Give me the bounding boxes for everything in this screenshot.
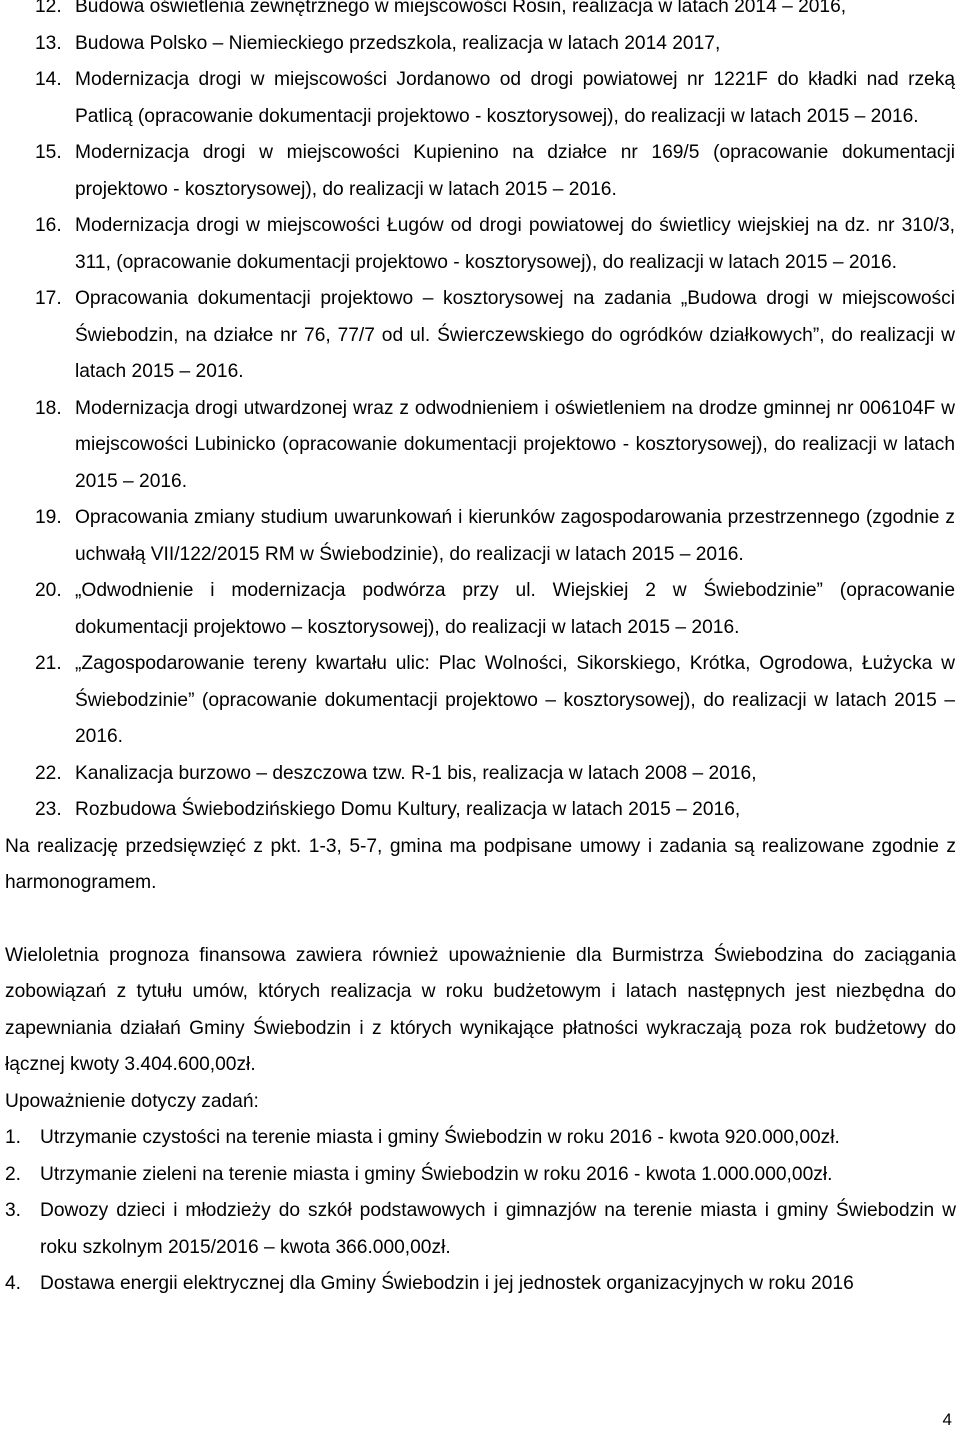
authorization-item-number: 4. xyxy=(5,1273,22,1294)
summary-paragraph: Na realizację przedsięwzięć z pkt. 1-3, 5-7, gmina ma podpisane umowy i zadania są realizowane zgodnie z harmonogramem. xyxy=(5,835,956,893)
authorization-item-text: Dostawa energii elektrycznej dla Gminy Świebodzin i jej jednostek organizacyjnych w roku 2016 xyxy=(40,1273,854,1294)
authorization-item xyxy=(5,1157,956,1194)
list-item-text: Opracowania dokumentacji projektowo – kosztorysowej na zadania „Budowa drogi w miejscowości Świebodzin, na działce nr 76, 77/7 od ul. Świerczewskiego do ogródków działkowych”, do realizacji w latach 2015 – 2016. xyxy=(75,288,955,382)
list-item-number: 17. xyxy=(35,288,62,309)
authorization-paragraph: Wieloletnia prognoza finansowa zawiera również upoważnienie dla Burmistrza Świebodzina do zaciągania zobowiązań z tytułu umów, których realizacja w roku budżetowym i latach następnych jest niezbędna do zapewniania działań Gminy Świebodzin i z których wynikające płatności wykraczają poza rok budżetowy do łącznej kwoty 3.404.600,00zł. xyxy=(5,944,956,1075)
list-item-number: 15. xyxy=(35,142,62,163)
list-item-number: 14. xyxy=(35,69,62,90)
authorization-item-number: 3. xyxy=(5,1200,22,1221)
page-number: 4 xyxy=(942,1410,952,1429)
list-item-number: 16. xyxy=(35,215,62,236)
list-item-number: 23. xyxy=(35,799,62,820)
list-item-number: 12. xyxy=(35,0,62,17)
list-item-number: 20. xyxy=(35,580,62,601)
authorization-item-text: Utrzymanie zieleni na terenie miasta i gminy Świebodzin w roku 2016 - kwota 1.000.000,00zł. xyxy=(40,1163,833,1185)
list-item-text: Modernizacja drogi w miejscowości Jordanowo od drogi powiatowej nr 1221F do kładki nad rzeką Patlicą (opracowanie dokumentacji projektowo - kosztorysowej), do realizacji w latach 2015 – 2016. xyxy=(75,69,955,127)
authorization-heading: Upoważnienie dotyczy zadań: xyxy=(5,1090,259,1112)
list-item xyxy=(35,573,955,646)
list-item-text: Budowa oświetlenia zewnętrznego w miejscowości Rosin, realizacja w latach 2014 – 2016, xyxy=(75,0,847,17)
list-item-text: Modernizacja drogi utwardzonej wraz z odwodnieniem i oświetleniem na drodze gminnej nr 006104F w miejscowości Lubinicko (opracowanie dokumentacji projektowo - kosztorysowej), do realizacji w latach 2015 – 2016. xyxy=(75,397,955,492)
list-item-text: Kanalizacja burzowo – deszczowa tzw. R-1 bis, realizacja w latach 2008 – 2016, xyxy=(75,762,757,784)
list-item xyxy=(35,26,955,63)
authorization-item-text: Dowozy dzieci i młodzieży do szkół podstawowych i gimnazjów na terenie miasta i gminy Świebodzin w roku szkolnym 2015/2016 – kwota 366.000,00zł. xyxy=(40,1200,956,1258)
list-item xyxy=(35,62,955,135)
list-item-text: Modernizacja drogi w miejscowości Ługów od drogi powiatowej do świetlicy wiejskiej na dz. nr 310/3, 311, (opracowanie dokumentacji projektowo - kosztorysowej), do realizacji w latach 2015 – 2016. xyxy=(75,215,955,273)
list-item xyxy=(35,792,955,829)
authorization-item xyxy=(5,1266,956,1303)
list-item-number: 13. xyxy=(35,32,62,54)
list-item-number: 21. xyxy=(35,653,62,674)
list-item xyxy=(35,135,955,208)
list-item-text: Rozbudowa Świebodzińskiego Domu Kultury, realizacja w latach 2015 – 2016, xyxy=(75,799,741,820)
list-item-text: Modernizacja drogi w miejscowości Kupienino na działce nr 169/5 (opracowanie dokumentacji projektowo - kosztorysowej), do realizacji w latach 2015 – 2016. xyxy=(75,142,955,200)
list-item xyxy=(35,0,955,26)
list-item xyxy=(35,281,955,391)
list-item-text: „Zagospodarowanie tereny kwartału ulic: Plac Wolności, Sikorskiego, Krótka, Ogrodowa, Łużycka w Świebodzinie” (opracowanie dokumentacji projektowo – kosztorysowej), do realizacji w latach 2015 – 2016. xyxy=(75,653,955,747)
list-item xyxy=(35,756,955,793)
list-item xyxy=(35,391,955,501)
list-item-number: 19. xyxy=(35,507,62,528)
spacer xyxy=(0,902,960,938)
authorization-item-text: Utrzymanie czystości na terenie miasta i gminy Świebodzin w roku 2016 - kwota 920.000,00zł. xyxy=(40,1127,840,1148)
authorization-item xyxy=(5,1120,956,1157)
list-item-text: Opracowania zmiany studium uwarunkowań i kierunków zagospodarowania przestrzennego (zgodnie z uchwałą VII/122/2015 RM w Świebodzinie), do realizacji w latach 2015 – 2016. xyxy=(75,507,955,565)
list-item xyxy=(35,208,955,281)
list-item-text: Budowa Polsko – Niemieckiego przedszkola, realizacja w latach 2014 2017, xyxy=(75,32,721,54)
list-item-text: „Odwodnienie i modernizacja podwórza przy ul. Wiejskiej 2 w Świebodzinie” (opracowanie dokumentacji projektowo – kosztorysowej), do realizacji w latach 2015 – 2016. xyxy=(75,580,955,638)
list-item xyxy=(35,646,955,756)
list-item-number: 18. xyxy=(35,397,62,419)
authorization-item-number: 1. xyxy=(5,1127,22,1148)
authorization-list xyxy=(0,1120,960,1303)
authorization-item-number: 2. xyxy=(5,1163,22,1185)
authorization-item xyxy=(5,1193,956,1266)
list-item xyxy=(35,500,955,573)
list-item-number: 22. xyxy=(35,762,62,784)
